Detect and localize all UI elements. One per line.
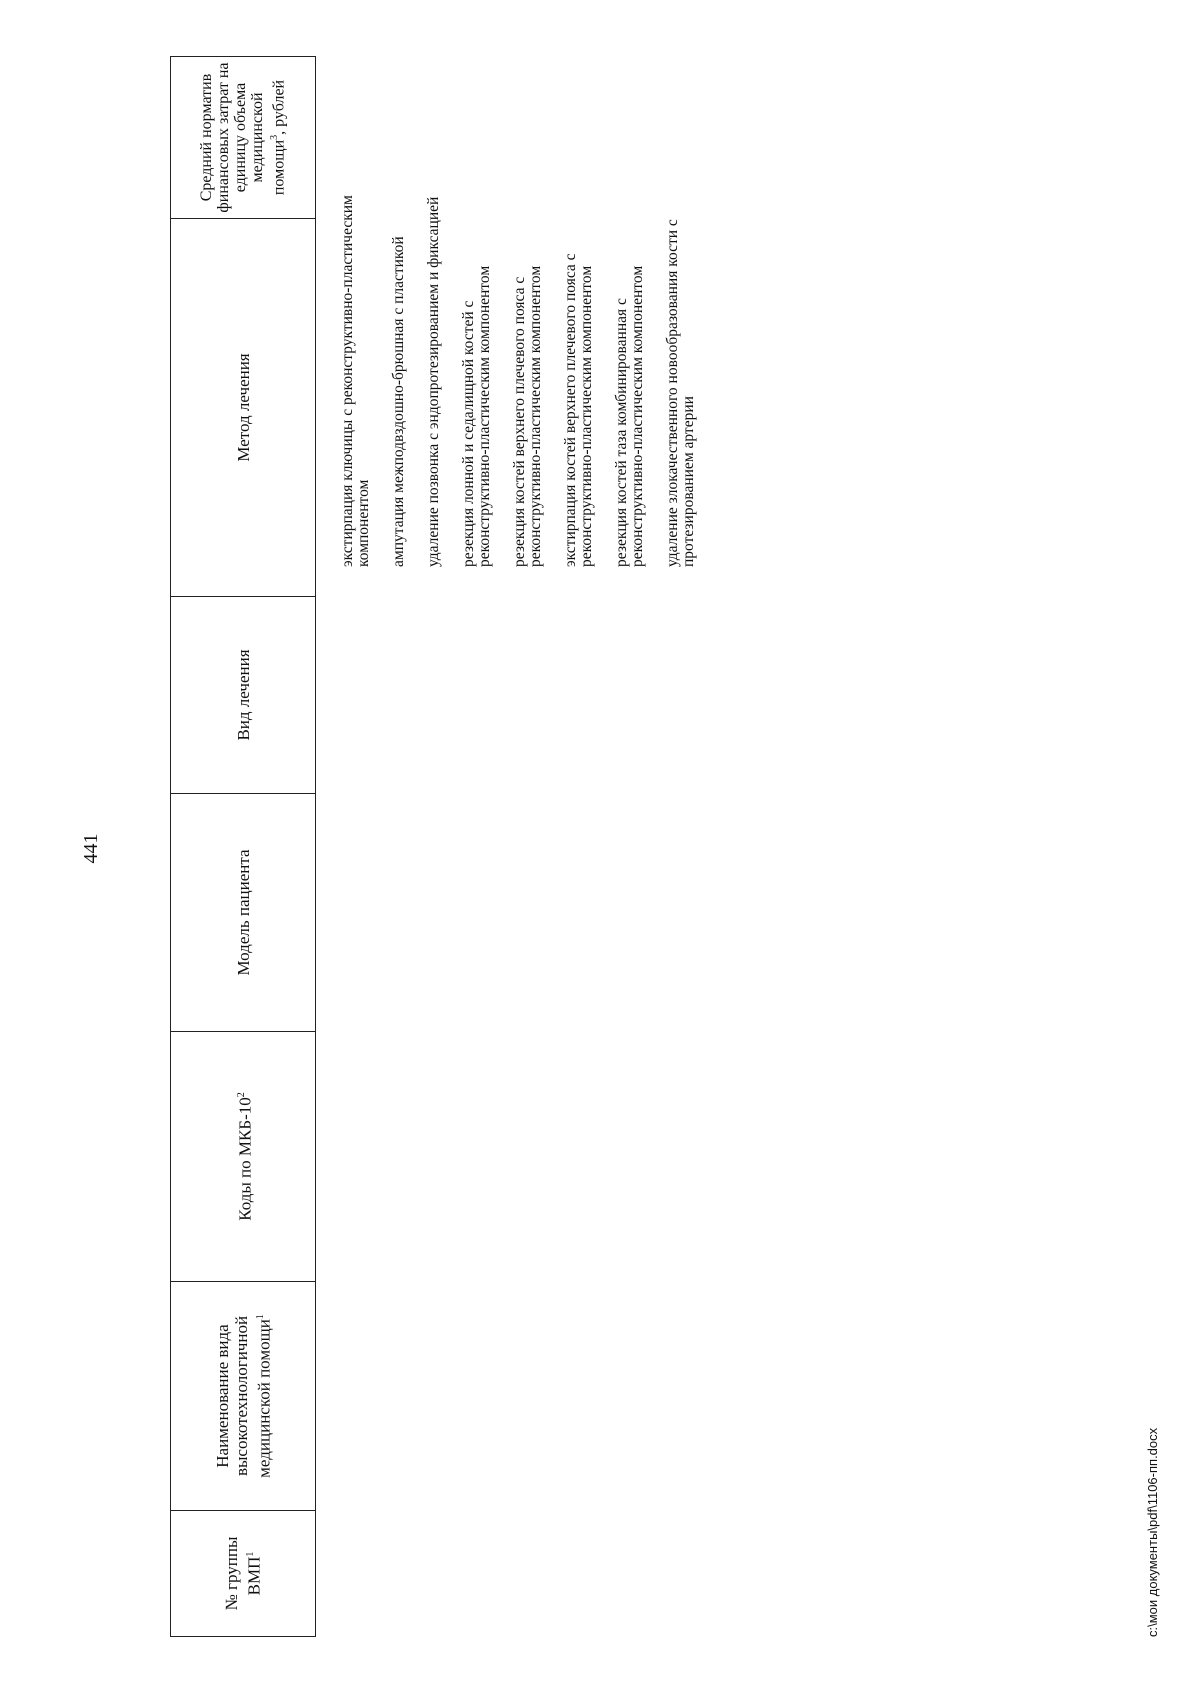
page-number: 441	[80, 833, 102, 864]
method-item: ампутация межподвздошно-брюшная с пластикой	[390, 236, 407, 567]
method-item: резекция лонной и седалищной костей с реконструктивно-пластическим компонентом	[460, 265, 493, 567]
header-cost: Средний норматив финансовых затрат на единицу объема медицинской помощи$^3$, рублей	[171, 57, 316, 219]
method-item: экстирпация ключицы с реконструктивно-пластическим компонентом	[339, 195, 372, 567]
method-item: экстирпация костей верхнего плечевого пояса с реконструктивно-пластическим компонентом	[562, 253, 595, 567]
method-item: удаление злокачественного новообразования кости с протезированием артерии	[664, 219, 697, 567]
header-name: Наименование вида высокотехнологичной медицинской помощи$^1$	[171, 1282, 316, 1511]
method-list	[340, 187, 716, 567]
header-icd: Коды по МКБ-$10^2$	[171, 1032, 316, 1282]
header-treatment-type: Вид лечения	[171, 597, 316, 794]
header-patient-model: Модель пациента	[171, 794, 316, 1032]
header-group-no: № группы ВМП$^1$	[171, 1511, 316, 1637]
method-item: резекция костей таза комбинированная с реконструктивно-пластическим компонентом	[613, 265, 646, 567]
method-item: удаление позвонка с эндопротезированием и фиксацией	[425, 196, 442, 567]
header-method: Метод лечения	[171, 219, 316, 597]
header-row	[171, 57, 316, 1637]
method-item: резекция костей верхнего плечевого пояса с реконструктивно-пластическим компонентом	[511, 265, 544, 567]
table-header	[170, 56, 316, 1637]
footer-file-path: c:\мои документы\pdf\1106-пп.docx	[1145, 1427, 1160, 1637]
